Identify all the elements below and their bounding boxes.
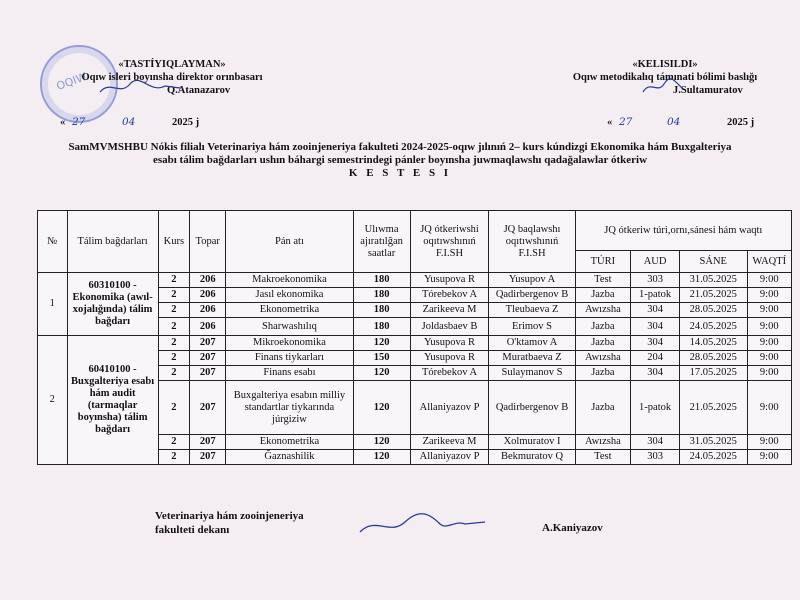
cell-course: 2 <box>158 273 189 288</box>
cell-type: Test <box>575 273 631 288</box>
cell-teacher: Allaniyazov P <box>410 381 489 435</box>
cell-group: 207 <box>190 381 226 435</box>
cell-aud: 1-patok <box>631 381 680 435</box>
header-jq-supervisor: JQ baqlawshı oqıtıwshınıń F.I.SH <box>489 211 575 273</box>
header-direction: Tálim bağdarları <box>67 211 158 273</box>
section-direction: 60310100 - Ekonomika (awıl-xojalığında) tálim bağdarı <box>67 273 158 336</box>
dean-title-line-2: fakulteti dekanı <box>155 524 230 536</box>
agreement-year: 2025 j <box>727 117 755 128</box>
agree-heading: «KELISILDI» <box>632 59 698 70</box>
header-hours: Ulıwma ajıratılğan saatlar <box>353 211 410 273</box>
date-open: « <box>607 117 613 128</box>
agreement-month: 04 <box>667 116 681 128</box>
cell-aud: 304 <box>631 303 680 318</box>
cell-teacher: Tórebekov A <box>410 366 489 381</box>
cell-subject: Ğaznashilik <box>226 450 353 465</box>
cell-aud: 303 <box>631 273 680 288</box>
approver-name: Q.Atanazarov <box>167 85 231 96</box>
cell-date: 14.05.2025 <box>680 336 747 351</box>
approval-year: 2025 j <box>172 117 200 128</box>
section-number: 1 <box>38 273 68 336</box>
cell-hours: 120 <box>353 336 410 351</box>
cell-hours: 120 <box>353 366 410 381</box>
cell-type: Test <box>575 450 631 465</box>
cell-teacher: Zarikeeva M <box>410 435 489 450</box>
dean-name: A.Kaniyazov <box>542 522 603 534</box>
cell-teacher: Yusupova R <box>410 273 489 288</box>
table-row <box>38 336 792 351</box>
cell-date: 31.05.2025 <box>680 435 747 450</box>
cell-aud: 1-patok <box>631 288 680 303</box>
cell-subject: Finans tiykarları <box>226 351 353 366</box>
approval-month: 04 <box>122 116 136 128</box>
cell-aud: 304 <box>631 318 680 336</box>
title-line-2: esabı tálim bağdarları ushın báhargi semestrindegi pánler boyınsha juwmaqlawshı qadağalawlar ótkeriw <box>152 154 648 166</box>
cell-time: 9:00 <box>747 435 792 450</box>
dean-title-line-1: Veterinariya hám zooinjeneriya <box>155 510 304 522</box>
cell-time: 9:00 <box>747 336 792 351</box>
cell-subject: Ekonometrika <box>226 303 353 318</box>
cell-subject: Ekonometrika <box>226 435 353 450</box>
cell-hours: 180 <box>353 288 410 303</box>
cell-type: Jazba <box>575 288 631 303</box>
cell-course: 2 <box>158 288 189 303</box>
cell-subject: Makroekonomika <box>226 273 353 288</box>
cell-supervisor: Xolmuratov I <box>489 435 575 450</box>
cell-type: Awızsha <box>575 435 631 450</box>
header-number: № <box>38 211 68 273</box>
approver-signature <box>95 78 185 98</box>
cell-group: 207 <box>190 435 226 450</box>
cell-type: Awızsha <box>575 351 631 366</box>
cell-supervisor: Muratbaeva Z <box>489 351 575 366</box>
cell-type: Jazba <box>575 336 631 351</box>
header-aud: AUD <box>631 251 680 273</box>
cell-hours: 180 <box>353 318 410 336</box>
agreer-position: Oqıw metodikalıq támınati bólimi baslığı <box>572 72 758 83</box>
cell-supervisor: Bekmuratov Q <box>489 450 575 465</box>
cell-course: 2 <box>158 435 189 450</box>
cell-supervisor: Tleubaeva Z <box>489 303 575 318</box>
cell-time: 9:00 <box>747 318 792 336</box>
cell-teacher: Allaniyazov P <box>410 450 489 465</box>
cell-subject: Jasıl ekonomika <box>226 288 353 303</box>
cell-group: 206 <box>190 273 226 288</box>
approve-heading: «TASTÍYIQLAYMAN» <box>118 59 226 70</box>
cell-hours: 120 <box>353 381 410 435</box>
cell-aud: 204 <box>631 351 680 366</box>
cell-date: 24.05.2025 <box>680 450 747 465</box>
cell-date: 28.05.2025 <box>680 351 747 366</box>
cell-supervisor: Qadirbergenov B <box>489 288 575 303</box>
cell-time: 9:00 <box>747 381 792 435</box>
cell-type: Awızsha <box>575 303 631 318</box>
dean-signature <box>355 510 495 540</box>
cell-subject: Finans esabı <box>226 366 353 381</box>
cell-time: 9:00 <box>747 450 792 465</box>
agreement-date <box>545 116 785 130</box>
cell-date: 21.05.2025 <box>680 288 747 303</box>
cell-subject: Sharwashılıq <box>226 318 353 336</box>
cell-date: 17.05.2025 <box>680 366 747 381</box>
agreement-day: 27 <box>619 116 633 128</box>
agreer-name: J.Sultamuratov <box>673 85 743 96</box>
cell-aud: 304 <box>631 336 680 351</box>
header-type: TÚRI <box>575 251 631 273</box>
cell-supervisor: Sulaymanov S <box>489 366 575 381</box>
cell-course: 2 <box>158 303 189 318</box>
cell-group: 207 <box>190 366 226 381</box>
cell-course: 2 <box>158 450 189 465</box>
header-date: SÁNE <box>680 251 747 273</box>
cell-hours: 180 <box>353 273 410 288</box>
cell-aud: 304 <box>631 366 680 381</box>
cell-time: 9:00 <box>747 288 792 303</box>
section-direction: 60410100 - Buxgalteriya esabı hám audit (tarmaqlar boyınsha) tálim bağdarı <box>67 336 158 465</box>
header-time: WAQTÍ <box>747 251 792 273</box>
cell-course: 2 <box>158 351 189 366</box>
cell-subject: Mikroekonomika <box>226 336 353 351</box>
approver-position: Oqıw isleri boyınsha direktor orınbasarı <box>81 72 263 83</box>
header-course: Kurs <box>158 211 189 273</box>
title-line-3: K E S T E S I <box>348 167 452 179</box>
agreer-signature <box>640 76 685 98</box>
dean-title <box>155 509 304 537</box>
header-jq-details: JQ ótkeriw túri,ornı,sánesi hám waqtı <box>575 211 791 251</box>
cell-date: 24.05.2025 <box>680 318 747 336</box>
exam-schedule-table <box>37 210 792 465</box>
cell-date: 28.05.2025 <box>680 303 747 318</box>
cell-supervisor: Qadirbergenov B <box>489 381 575 435</box>
cell-teacher: Joldasbaev B <box>410 318 489 336</box>
cell-group: 206 <box>190 303 226 318</box>
cell-date: 21.05.2025 <box>680 381 747 435</box>
cell-time: 9:00 <box>747 366 792 381</box>
cell-hours: 150 <box>353 351 410 366</box>
cell-course: 2 <box>158 366 189 381</box>
date-open: « <box>60 117 66 128</box>
cell-hours: 120 <box>353 435 410 450</box>
header-subject: Pán atı <box>226 211 353 273</box>
official-stamp: OQIW <box>40 45 118 123</box>
cell-supervisor: Erimov S <box>489 318 575 336</box>
cell-hours: 180 <box>353 303 410 318</box>
cell-date: 31.05.2025 <box>680 273 747 288</box>
cell-group: 207 <box>190 450 226 465</box>
cell-teacher: Yusupova R <box>410 351 489 366</box>
cell-subject: Buxgalteriya esabın milliy standartlar tiykarında júrgiziw <box>226 381 353 435</box>
approval-day: 27 <box>72 116 86 128</box>
cell-time: 9:00 <box>747 351 792 366</box>
approval-date <box>42 116 302 130</box>
cell-course: 2 <box>158 381 189 435</box>
cell-teacher: Yusupova R <box>410 336 489 351</box>
cell-group: 206 <box>190 288 226 303</box>
cell-teacher: Zarikeeva M <box>410 303 489 318</box>
cell-group: 207 <box>190 351 226 366</box>
cell-type: Jazba <box>575 381 631 435</box>
section-number: 2 <box>38 336 68 465</box>
cell-supervisor: O'ktamov A <box>489 336 575 351</box>
cell-type: Jazba <box>575 318 631 336</box>
title-line-1: SamMVMSHBU Nókis filialı Veterinariya hám zooinjeneriya fakulteti 2024-2025-oqıw jılınıń 2– kurs kúndizgi Ekonomika hám Buxgalteriya <box>68 141 732 153</box>
cell-course: 2 <box>158 336 189 351</box>
cell-supervisor: Yusupov A <box>489 273 575 288</box>
table-row <box>38 273 792 288</box>
cell-course: 2 <box>158 318 189 336</box>
cell-teacher: Tórebekov A <box>410 288 489 303</box>
cell-time: 9:00 <box>747 303 792 318</box>
header-jq-conductor: JQ ótkeriwshi oqıtıwshınıń F.I.SH <box>410 211 489 273</box>
cell-aud: 304 <box>631 435 680 450</box>
cell-aud: 303 <box>631 450 680 465</box>
cell-hours: 120 <box>353 450 410 465</box>
cell-time: 9:00 <box>747 273 792 288</box>
header-group: Topar <box>190 211 226 273</box>
document-title <box>0 141 800 180</box>
cell-type: Jazba <box>575 366 631 381</box>
cell-group: 207 <box>190 336 226 351</box>
cell-group: 206 <box>190 318 226 336</box>
